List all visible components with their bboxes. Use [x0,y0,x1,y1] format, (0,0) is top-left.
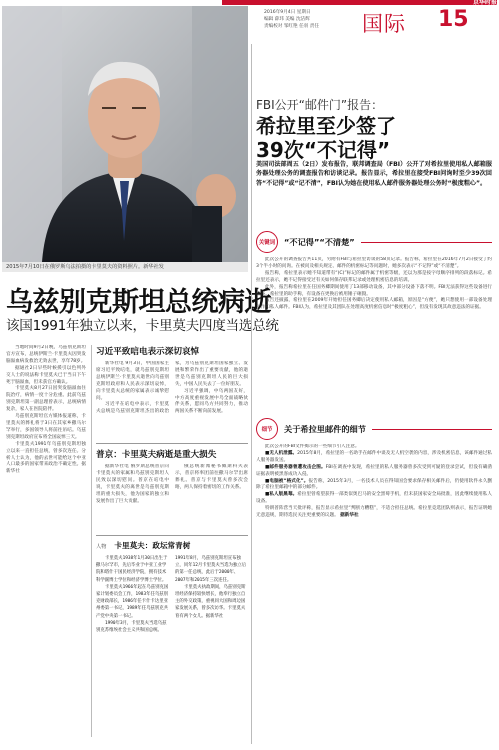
profile-tag: 人物 [96,544,107,550]
xi-condolence-story [96,345,248,449]
section-divider [96,535,248,536]
paragraph [256,506,492,520]
detail-item [256,465,492,479]
page-divider [251,44,252,744]
right-story-body-1 [256,257,492,415]
detail-label: ■电脑被“格式化”。 [265,478,309,484]
profile-header [96,540,248,551]
putin-story-body [96,464,248,544]
detail-label: ■无人机泄露。 [265,450,298,456]
xi-story-body [96,361,248,449]
paragraph: 报告称，希拉里表示她不知道带有“(C)”标记的邮件属于机密等级，还以为那是按字母顺序排列的段落标记。希拉里还表示，她不记得接受过有关如何保存联邦记录或处理机密信息的培训。 [256,270,492,283]
newspaper-logo: 京华时报 [472,0,497,6]
paragraph: 乌兹别克斯坦官方媒体报道称，卡里莫夫的葬礼将于3日在其家乡撒马尔罕举行，多国领导人将前往吊唁。乌兹别克斯坦政府宣布将全国哀悼三天。 [6,414,86,440]
paragraph: 俄总统新闻秘书佩斯科夫表示，普京将率团前往撒马尔罕出席葬礼。普京与卡里莫夫曾多次会晤，两人保持着密切的工作关系。 [175,464,248,490]
paragraph: 习近平在唁电中表示，卡里莫夫总统是乌兹别克斯坦杰出的政治家，为乌兹别克斯坦国家独立、发展和繁荣作出了重要贡献，他的逝世是乌兹别克斯坦人民的巨大损失，中国人民失去了一位好朋友。 [96,361,248,415]
paragraph: 1990年3月，卡里莫夫当选乌兹别克苏维埃社会主义共和国总统。1991年8月，乌兹别克斯坦宣布独立，同年12月卡里莫夫当选为独立后的第一任总统，此后于2000年、2007年和2015年三次连任。 [96,556,247,634]
detail-item [256,492,492,506]
paragraph: 报告还披露，希拉里在2009年开始担任国务卿后决定使用私人邮箱，原因是“方便”，她只想使用一部设备处理工作和私人邮件。FBI认为，希拉里及其团队在处理高度机密信息时“极度粗心”，但没有发现其故意违法的证据。 [256,298,492,311]
main-subhead: 该国1991年独立以来，卡里莫夫四度当选总统 [6,318,279,334]
profile-story [96,540,248,739]
detail-text: FBI在调查中发现，希拉里的私人服务器曾多次受到可疑的登录尝试，但没有确凿证据表明被黑客成功入侵。 [256,464,492,477]
paragraph: 卡里莫夫执政期间，乌兹别克斯坦经济保持较快增长，他奉行独立自主的外交政策，重视同大国和周边国家发展关系，曾多次访华。卡里莫夫育有两个女儿。据新华社 [175,584,246,619]
paragraph: 当地时间9月2日晚，乌兹别克斯坦官方宣布，总统伊斯兰·卡里莫夫因突发脑溢血病发救治无效去世，享年78岁。 [6,345,86,364]
news-photo [2,6,248,262]
masthead-strip [222,0,497,5]
date-line: 2016年9月4日 星期日 [264,10,311,15]
keyword-rule [361,242,492,243]
paragraph: 习近平强调，中乌两国友好，中方高度重视发展中乌全面战略伙伴关系，愿同乌方共同努力，推动两国关系不断向前发展。 [175,388,248,415]
detail-text: 希拉里曾希望获得一部类似奥巴马的安全黑莓手机，但未获国家安全局批准，因此继续使用私人设备。 [256,492,492,505]
detail-label: ■私人版黑莓。 [265,492,298,498]
detail-item [256,479,492,493]
detail-text: 2015年8月，希拉里的一名助手在邮件中谈及无人机空袭的内容，涉及机密信息，该邮件通过私人服务器发送。 [256,450,492,463]
putin-story-title: 普京：卡里莫夫病逝是重大损失 [96,450,217,460]
section-name: 国际 [362,12,406,36]
detail-item [256,451,492,465]
putin-story [96,448,248,544]
paragraph: 此外，报告称希拉里在任国务卿期间使用了13部移动设备，其中部分设备下落不明。FBI无法获得这些设备进行检查。希拉里的助手称，有设备在更换后被用锤子砸毁。 [256,284,492,297]
right-story-body-2 [256,444,492,744]
section-divider [96,443,248,444]
paragraph: 此次公开的调查报告共11页，另附有FBI与希拉里访谈的58页记录。报告称，希拉里在2016年7月2日接受了约3个半小时的问询。在被问及相关规定、邮件的机密标记等问题时，她多次表示“不记得”或“不清楚”。 [256,257,492,269]
paragraph: 卡里莫夫8月27日因突发脑溢血住院治疗，病情一度十分危重。此前乌兹别克斯坦第一副总理曾表示，总统病情复杂，家人在医院陪伴。 [6,386,86,413]
outro-text: 特朗普阵营当天批评称，报告显示希拉里“判断力糟糕”，不适合担任总统。希拉里竞选团队则表示，报告证明她无意违规，期待选民关注更重要的议题。 [256,506,492,519]
column-divider [91,345,92,737]
right-story-lede: 美国司法部周五（2日）发布报告，联邦调查局（FBI）公开了对希拉里使用私人邮箱服务器处理公务的调查报告和访谈记录。报告显示，希拉里在接受FBI问询时至少39次回答“不记得”或“记不清”，FBI认为她在使用私人邮件服务器处理公务时“极度粗心”。 [256,161,492,187]
editor-line: 编辑 薛玮 美编 沈洁辉 [264,16,310,22]
detail-text: 报告称，2015年3月，一名技术人员在得知国会要求保存相关邮件后，仍使用软件永久删除了希拉里邮箱中的部分邮件。 [256,478,492,491]
detail-rule [372,429,492,430]
paragraph: 卡里莫夫1966年起在乌兹别克国家计划委员会工作，1983年任乌兹别克财政部长，1986年任卡什卡达里亚州委第一书记，1989年任乌兹别克共产党中央第一书记。 [96,584,169,619]
keyword-bar-2 [256,418,492,440]
paragraph: 此次公开的FBI文件揭示的一些细节引人注意。 [265,444,360,449]
byline: 据新华社 [340,513,359,519]
keyword-title: “不记得”“不清楚” [284,236,355,247]
masthead-meta [264,10,356,30]
right-story-headline-2: 39次“不记得” [256,138,391,162]
proof-line: 责编校对 邹红艳 任羽 责任 [264,23,319,29]
paragraph: 据新华社电 俄罗斯总统普京向卡里莫夫的家属和乌兹别克斯坦人民致以深切慰问。普京在唁电中说，卡里莫夫的离世是乌兹别克斯坦的重大损失，他为国家的独立和发展作出了巨大贡献。 [96,464,169,504]
main-story-column [6,345,86,737]
xi-story-title: 习近平致唁电表示深切哀悼 [96,347,200,357]
paragraph: 据通社2日早些时候援引以色列外交人士的说法称卡里莫夫已于当日下午死于脑溢血，但未获官方确认。 [6,365,86,385]
keyword-bar-1 [256,231,492,253]
karimov-photo-illustration [2,6,248,262]
detail-title: 关于希拉里邮件的细节 [284,423,366,434]
page-number: 15 [438,7,469,32]
keyword-badge: 关键词 [256,231,278,253]
paragraph: 新华社电 9月3日，中国国家主席习近平致唁电，就乌兹别克斯坦总统伊斯兰·卡里莫夫逝世向乌兹别克斯坦政府和人民表示深切哀悼，向卡里莫夫总统的家属表示诚挚慰问。 [96,361,169,401]
photo-caption: 2015年7月10日在俄罗斯乌法拍摄的卡里莫夫的资料照片。新华社发 [2,262,248,272]
detail-badge: 细节 [256,418,278,440]
right-story-headline-1: 希拉里至少签了 [256,114,396,138]
profile-title: 卡里莫夫：政坛常青树 [114,541,191,550]
paragraph: 卡里莫夫1938年1月30日出生于撒马尔罕市，先后毕业于中亚工业学院和塔什干国民经济学院，拥有技术科学副博士学位和经济学博士学位。 [96,556,168,583]
main-headline: 乌兹别克斯坦总统病逝 [6,287,271,318]
right-story-kicker: FBI公开“邮件门”报告： [256,98,384,112]
profile-body [96,555,248,739]
detail-label: ■邮件服务器曾遭攻击企图。 [265,464,326,470]
paragraph: 卡里莫夫1991年乌兹别克斯坦独立以来一直担任总统，曾多次连任。分析人士认为，他的去世可能给这个中亚人口最多的国家带来政治不确定性。据新华社 [6,441,86,475]
